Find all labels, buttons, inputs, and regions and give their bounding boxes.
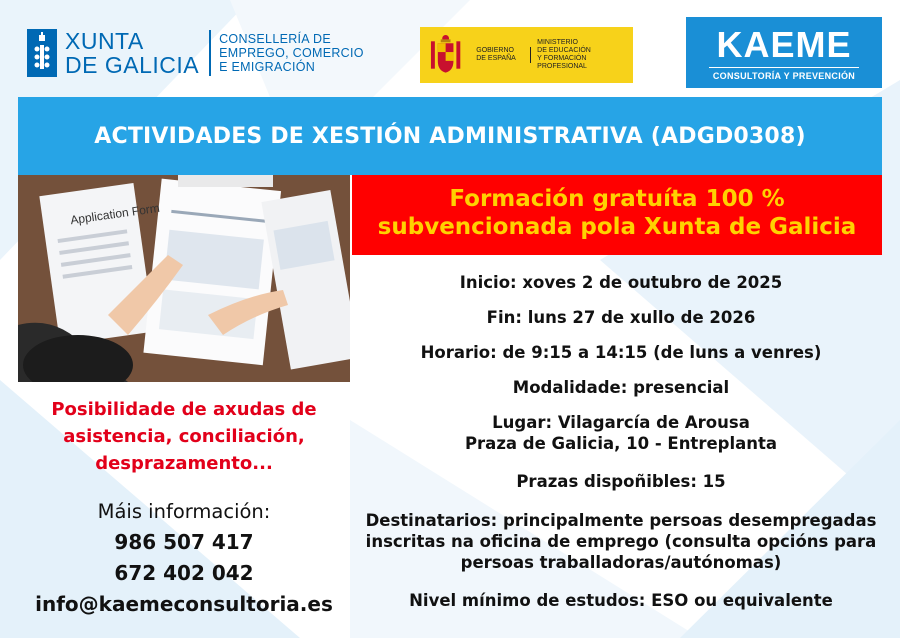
xunta-logo — [27, 28, 364, 78]
kaeme-title: KAEME — [716, 24, 852, 65]
kaeme-logo — [686, 17, 882, 88]
xunta-dept-line3: E EMIGRACIÓN — [219, 60, 316, 74]
available-places: Prazas dispoñibles: 15 — [516, 472, 726, 491]
aid-notice — [18, 396, 350, 477]
target-line1: Destinatarios: principalmente persoas desempregadas — [365, 511, 877, 530]
xunta-dept-line1: CONSELLERÍA DE — [219, 32, 331, 46]
ministry-name — [537, 39, 633, 71]
free-training-banner — [352, 175, 882, 255]
aid-line2: asistencia, conciliación, — [63, 426, 305, 447]
photo-illustration — [18, 175, 350, 382]
location-line2: Praza de Galicia, 10 - Entreplanta — [464, 434, 778, 453]
phone-1[interactable]: 986 507 417 — [114, 530, 254, 554]
xunta-name-line1: XUNTA — [65, 28, 144, 54]
minimum-education: Nivel mínimo de estudos: ESO ou equivalente — [409, 591, 833, 610]
more-info-label: Máis información: — [97, 500, 271, 523]
target-line2: inscritas na oficina de emprego (consulta opcións para — [365, 532, 877, 551]
target-line3: persoas traballadoras/autónomas) — [460, 553, 782, 572]
xunta-divider — [209, 30, 211, 76]
application-form-photo — [18, 175, 350, 382]
course-title: ACTIVIDADES DE XESTIÓN ADMINISTRATIVA (ADGD0308) — [94, 123, 806, 149]
spain-coat-of-arms-icon — [429, 33, 462, 77]
aid-line3: desprazamento... — [95, 453, 273, 474]
ministry-line3: Y FORMACIÓN PROFESIONAL — [537, 55, 587, 70]
end-date: Fin: luns 27 de xullo de 2026 — [486, 308, 756, 327]
target-audience — [352, 510, 890, 573]
ministry-line1: MINISTERIO — [537, 39, 578, 46]
application-form-label: Application Form — [69, 200, 161, 228]
promo-line1: Formación gratuíta 100 % — [449, 186, 785, 212]
government-line2: DE ESPAÑA — [476, 55, 516, 62]
government-name — [476, 47, 531, 63]
course-title-band — [18, 97, 882, 175]
ministry-line2: DE EDUCACIÓN — [537, 47, 591, 54]
government-line1: GOBIERNO — [476, 47, 514, 54]
xunta-name-line2: DE GALICIA — [65, 52, 200, 78]
modality: Modalidade: presencial — [512, 378, 730, 397]
aid-line1: Posibilidade de axudas de — [51, 399, 317, 420]
phone-2[interactable]: 672 402 042 — [114, 561, 254, 585]
location — [352, 412, 890, 454]
contact-email[interactable]: info@kaemeconsultoria.es — [35, 592, 333, 616]
xunta-shield-icon — [27, 29, 57, 77]
location-line1: Lugar: Vilagarcía de Arousa — [492, 413, 750, 432]
xunta-department — [219, 32, 364, 74]
schedule: Horario: de 9:15 a 14:15 (de luns a venres) — [420, 343, 822, 362]
government-logo — [420, 27, 633, 83]
kaeme-subtitle: CONSULTORÍA Y PREVENCIÓN — [712, 71, 856, 81]
promo-line2: subvencionada pola Xunta de Galicia — [377, 214, 857, 240]
xunta-name — [65, 29, 199, 77]
xunta-dept-line2: EMPREGO, COMERCIO — [219, 46, 364, 60]
start-date: Inicio: xoves 2 de outubro de 2025 — [459, 273, 783, 292]
kaeme-divider — [709, 67, 859, 68]
